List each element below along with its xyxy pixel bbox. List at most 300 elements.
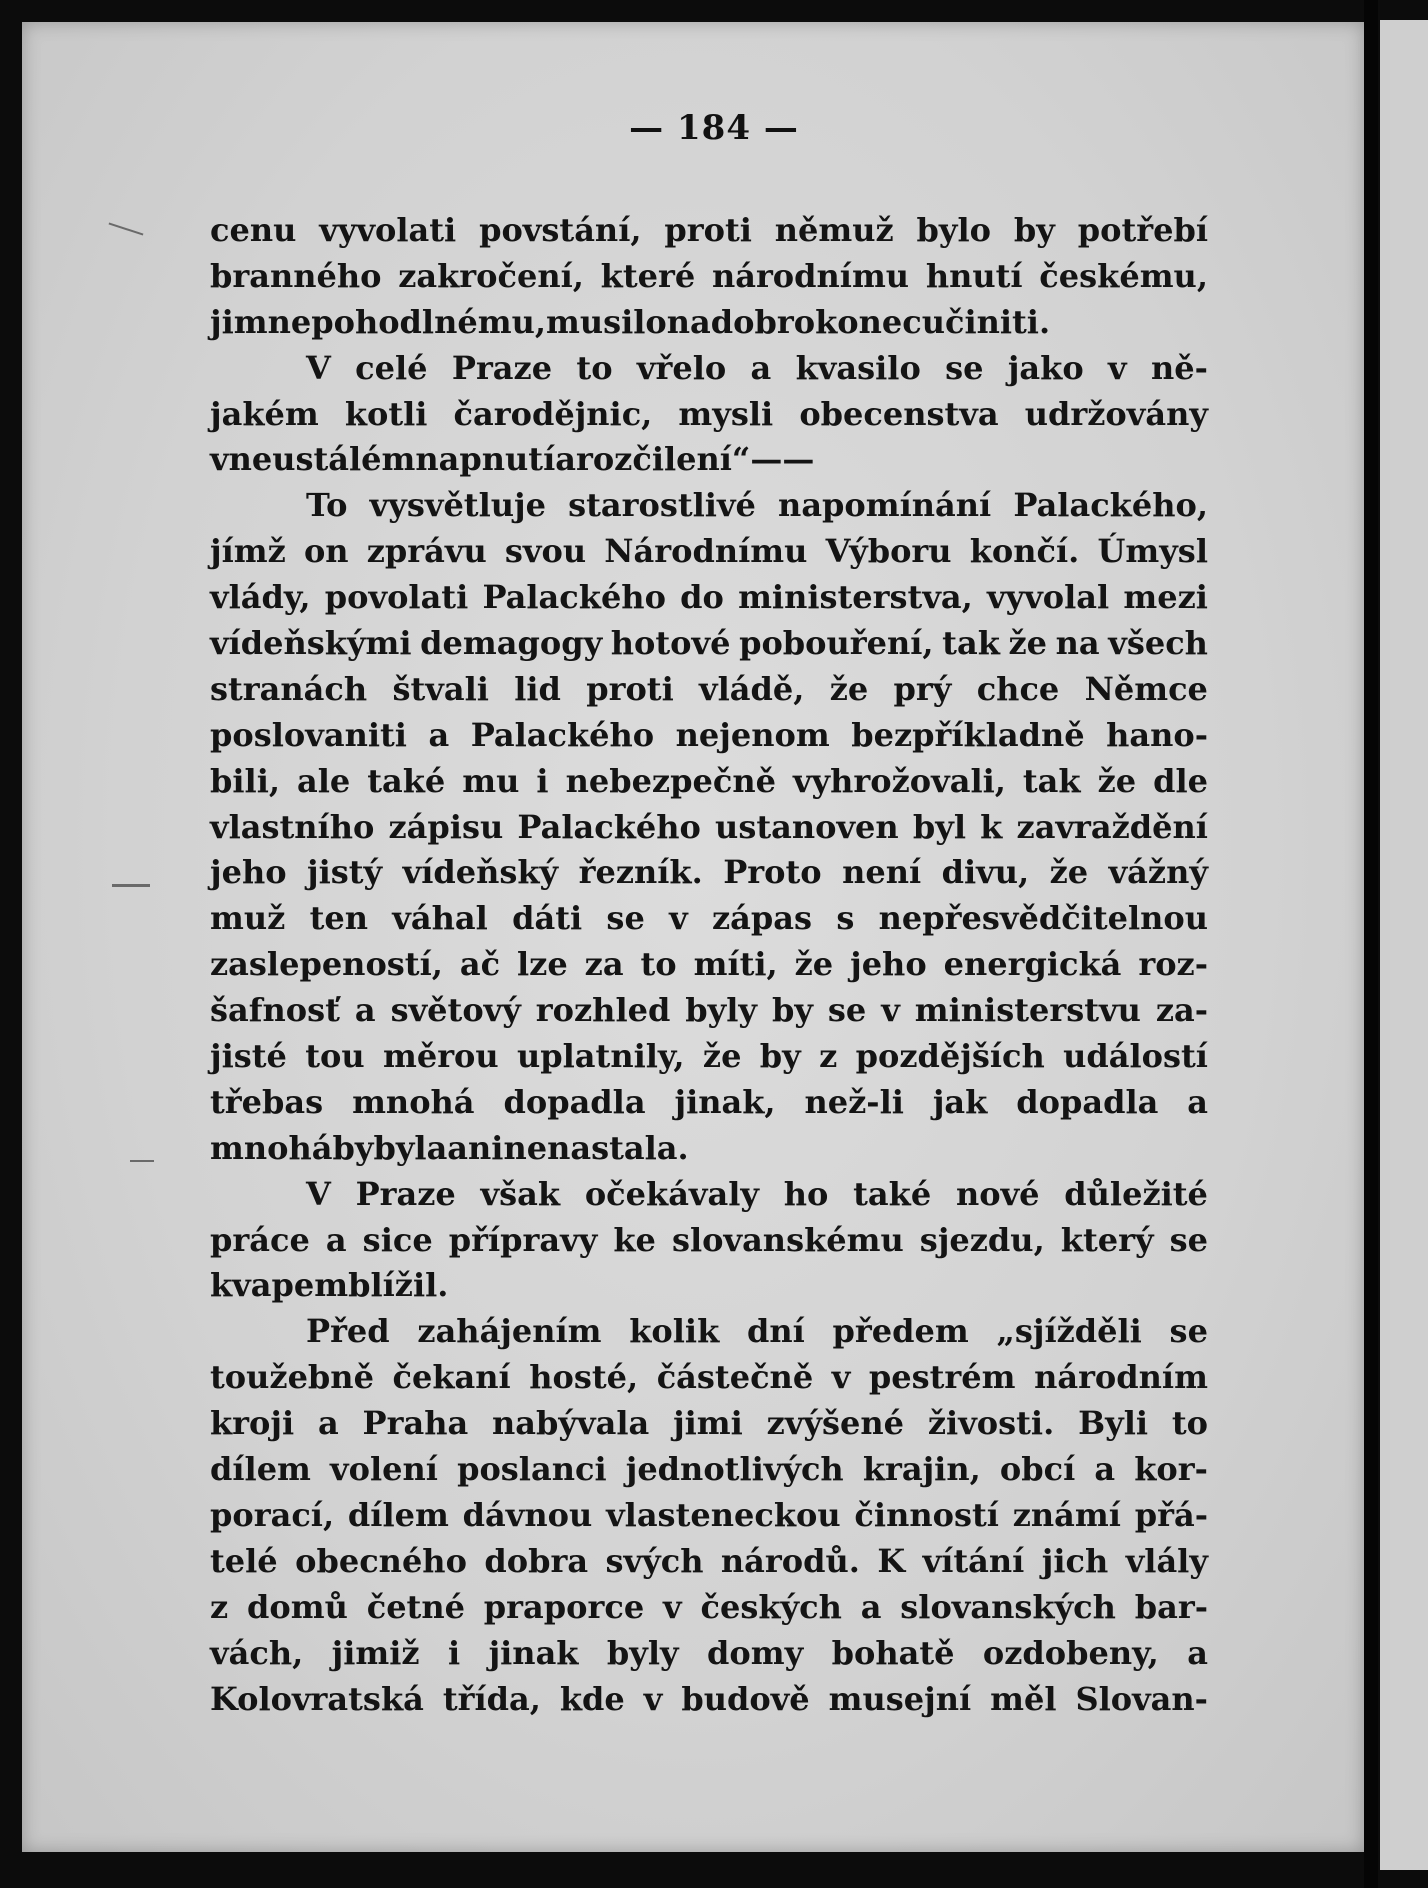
word: hano-	[1106, 715, 1208, 754]
word: řezník.	[578, 853, 703, 892]
body-text	[210, 208, 1208, 1722]
word: čekaní	[392, 1358, 511, 1397]
word: energická	[943, 945, 1122, 984]
word: národů.	[720, 1541, 860, 1580]
word: lid	[514, 669, 561, 708]
word: V	[306, 1174, 331, 1213]
word: že	[794, 945, 834, 984]
page-gutter	[1364, 0, 1378, 1888]
word: a	[325, 1220, 347, 1259]
word: branného	[210, 256, 382, 295]
word: není	[842, 853, 922, 892]
word: svou	[504, 532, 587, 571]
word: nové	[955, 1174, 1040, 1213]
word: ministerstvu	[914, 991, 1141, 1030]
word: jisté	[210, 1037, 287, 1076]
word: K	[877, 1541, 906, 1580]
word: zápas	[711, 899, 813, 938]
text-line	[210, 805, 1208, 851]
word: volení	[330, 1450, 438, 1489]
word: končí.	[969, 532, 1080, 571]
word: dílem	[347, 1495, 449, 1534]
word: jeho	[850, 945, 927, 984]
word: dáti	[512, 899, 583, 938]
paragraph	[210, 483, 1208, 1171]
word: mysli	[678, 394, 774, 433]
text-line	[210, 988, 1208, 1034]
word: zápisu	[388, 807, 504, 846]
word: rozhled	[535, 991, 671, 1030]
word: jak	[932, 1082, 988, 1121]
word: ně-	[1150, 348, 1208, 387]
word: to	[576, 348, 613, 387]
word: světový	[390, 991, 521, 1030]
word: vyhrožovali,	[792, 761, 1006, 800]
word: Před	[306, 1312, 390, 1351]
word: ustanoven	[715, 807, 899, 846]
text-line	[210, 713, 1208, 759]
word: vlastního	[210, 807, 375, 846]
word: by	[332, 1128, 374, 1167]
word: z	[819, 1037, 838, 1076]
word: nabývala	[492, 1404, 650, 1443]
word: byla	[373, 1128, 448, 1167]
word: budově	[681, 1679, 810, 1718]
word: vítání	[922, 1541, 1025, 1580]
word: obcí	[999, 1450, 1076, 1489]
word: v	[210, 440, 229, 479]
word: vídeňskými	[210, 624, 412, 663]
word: poslanci	[457, 1450, 607, 1489]
word: slovanských	[900, 1587, 1116, 1626]
word: byly	[606, 1633, 679, 1672]
word: uplatnily,	[517, 1037, 685, 1076]
word: však	[480, 1174, 561, 1213]
word: četné	[366, 1587, 465, 1626]
word: že	[1008, 624, 1047, 663]
word: že	[1049, 853, 1089, 892]
word: částečně	[656, 1358, 814, 1397]
word: národnímu	[711, 256, 910, 295]
word: všech	[1108, 624, 1208, 663]
word: —	[782, 440, 815, 479]
word: do	[680, 578, 724, 617]
word: i	[447, 1633, 461, 1672]
word: se	[1169, 1220, 1208, 1259]
text-line	[210, 392, 1208, 438]
word: že	[702, 1037, 742, 1076]
word: pozdějších	[855, 1037, 1045, 1076]
word: třebas	[210, 1082, 324, 1121]
word: z	[210, 1587, 229, 1626]
word: dopadla	[1016, 1082, 1159, 1121]
word: domy	[707, 1633, 804, 1672]
word: Kolovratská	[210, 1679, 424, 1718]
word: živosti.	[927, 1404, 1055, 1443]
word: v	[669, 899, 688, 938]
text-line	[210, 1263, 1208, 1309]
word: udržovány	[1024, 394, 1208, 433]
word: se	[945, 348, 984, 387]
word: zvýšené	[766, 1404, 905, 1443]
word: —	[750, 440, 783, 479]
word: starostlivé	[568, 486, 756, 525]
paragraph	[210, 1309, 1208, 1722]
word: na	[666, 302, 711, 341]
text-line	[210, 1034, 1208, 1080]
text-line	[210, 346, 1208, 392]
word: kroji	[210, 1404, 295, 1443]
word: divu,	[941, 853, 1030, 892]
word: potřebí	[1077, 211, 1208, 249]
word: s	[836, 899, 855, 938]
word: se	[827, 991, 867, 1030]
text-line	[210, 1172, 1208, 1218]
word: vyvolal	[987, 578, 1110, 617]
word: praporce	[483, 1587, 645, 1626]
word: nepřesvědčitelnou	[878, 899, 1208, 938]
word: pestrém	[868, 1358, 1016, 1397]
word: bili,	[210, 761, 280, 800]
word: krajin,	[862, 1450, 981, 1489]
text-line	[210, 896, 1208, 942]
word: ministerstva,	[738, 578, 973, 617]
word: čarodějnic,	[453, 394, 653, 433]
word: muž	[210, 899, 286, 938]
word: poslovaniti	[210, 715, 407, 754]
paragraph	[210, 1172, 1208, 1310]
word: proti	[664, 211, 752, 249]
word: vlály	[1125, 1541, 1208, 1580]
word: než-li	[804, 1082, 904, 1121]
word: důležité	[1064, 1174, 1208, 1213]
word: přá-	[1134, 1495, 1208, 1534]
word: kolik	[629, 1312, 720, 1351]
word: Slovan-	[1075, 1679, 1208, 1718]
word: kde	[559, 1679, 625, 1718]
word: jakém	[210, 394, 319, 433]
word: domů	[247, 1587, 348, 1626]
word: dní	[746, 1312, 805, 1351]
word: lze	[517, 945, 568, 984]
word: Němce	[1084, 669, 1208, 708]
word: vlády,	[210, 578, 311, 617]
word: sice	[362, 1220, 433, 1259]
word: se	[606, 899, 645, 938]
word: jimi	[673, 1404, 743, 1443]
word: slovanskému	[671, 1220, 904, 1259]
text-line	[210, 575, 1208, 621]
word: a	[750, 348, 772, 387]
word: a	[1187, 1082, 1208, 1121]
word: nebezpečně	[565, 761, 776, 800]
word: by	[759, 1037, 801, 1076]
word: Praha	[362, 1404, 469, 1443]
word: jinak,	[674, 1082, 776, 1121]
text-line	[210, 1126, 1208, 1172]
text-line	[210, 1309, 1208, 1355]
facing-page-edge	[1380, 20, 1428, 1870]
word: dílem	[210, 1450, 311, 1489]
word: mnohá	[352, 1082, 475, 1121]
word: Praze	[451, 348, 553, 387]
word: vládě,	[699, 669, 805, 708]
word: by	[1013, 211, 1055, 249]
word: toužebně	[210, 1358, 374, 1397]
word: Palackého	[470, 715, 655, 754]
word: zavraždění	[1016, 807, 1208, 846]
word: on	[303, 532, 349, 571]
word: prý	[893, 669, 952, 708]
word: jeho	[210, 853, 287, 892]
word: v	[643, 1679, 663, 1718]
word: musejní	[828, 1679, 972, 1718]
word: který	[1060, 1220, 1154, 1259]
word: váhal	[392, 899, 488, 938]
text-line	[210, 1493, 1208, 1539]
paragraph	[210, 346, 1208, 484]
margin-arrow-mark	[112, 884, 150, 887]
word: nenastala.	[503, 1128, 689, 1167]
word: předem	[832, 1312, 969, 1351]
word: a	[354, 991, 376, 1030]
word: kvapem	[210, 1266, 349, 1305]
word: sjezdu,	[919, 1220, 1045, 1259]
word: vídeňský	[402, 853, 559, 892]
word: vyvolati	[319, 211, 457, 249]
word: se	[1169, 1312, 1208, 1351]
word: napomínání	[778, 486, 992, 525]
word: ale	[296, 761, 351, 800]
word: za	[584, 945, 624, 984]
word: českému,	[1039, 256, 1208, 295]
word: šafnosť	[210, 991, 340, 1030]
word: to	[1171, 1404, 1208, 1443]
word: nejenom	[675, 715, 830, 754]
word: očekávaly	[584, 1174, 759, 1213]
word: blížil.	[348, 1266, 449, 1305]
margin-mark	[130, 1160, 154, 1162]
text-line	[210, 621, 1208, 667]
text-line	[210, 1218, 1208, 1264]
page-number: — 184 —	[629, 108, 799, 148]
text-line	[210, 1080, 1208, 1126]
text-line	[210, 529, 1208, 575]
word: a	[317, 1404, 339, 1443]
word: a	[555, 440, 576, 479]
word: ke	[613, 1220, 656, 1259]
word: zahájením	[417, 1312, 602, 1351]
word: byly	[685, 991, 757, 1030]
word: také	[853, 1174, 932, 1213]
text-line	[210, 483, 1208, 529]
word: svých	[605, 1541, 704, 1580]
word: jistý	[307, 853, 383, 892]
word: tak	[1022, 761, 1081, 800]
word: bezpříkladně	[851, 715, 1085, 754]
word: dobra	[484, 1541, 589, 1580]
word: stranách	[210, 669, 368, 708]
word: celé	[355, 348, 428, 387]
word: Palackého,	[1013, 486, 1208, 525]
word: V	[306, 348, 331, 387]
text-line	[210, 850, 1208, 896]
word: dle	[1153, 761, 1208, 800]
word: Národnímu	[604, 532, 808, 571]
word: vách,	[210, 1633, 304, 1672]
word: němuž	[774, 211, 894, 249]
word: i	[536, 761, 549, 800]
word: jímž	[210, 532, 286, 571]
word: dobro	[710, 302, 816, 341]
word: vysvětluje	[369, 486, 546, 525]
word: zprávu	[366, 532, 487, 571]
word: jim	[210, 302, 268, 341]
word: obecenstva	[799, 394, 999, 433]
word: bar-	[1134, 1587, 1208, 1626]
word: hotové	[610, 624, 731, 663]
word: dávnou	[462, 1495, 593, 1534]
word: jimiž	[331, 1633, 420, 1672]
word: v	[831, 1358, 851, 1397]
word: ten	[309, 899, 368, 938]
text-line	[210, 1447, 1208, 1493]
word: by	[771, 991, 813, 1030]
word: mnohá	[210, 1128, 333, 1167]
word: třída,	[442, 1679, 541, 1718]
word: které	[600, 256, 696, 295]
word: obecného	[295, 1541, 467, 1580]
word: míti,	[693, 945, 778, 984]
word: mezi	[1123, 578, 1208, 617]
text-line	[210, 1355, 1208, 1401]
word: rozčilení“	[575, 440, 751, 479]
word: hosté,	[529, 1358, 639, 1397]
text-line	[210, 1677, 1208, 1723]
text-line	[210, 1631, 1208, 1677]
word: kor-	[1134, 1450, 1208, 1489]
text-line	[210, 437, 1208, 483]
word: štvali	[392, 669, 489, 708]
word: také	[367, 761, 446, 800]
word: byl	[912, 807, 966, 846]
word: musilo	[545, 302, 667, 341]
word: zaslepeností,	[210, 945, 443, 984]
word: vlasteneckou	[606, 1495, 841, 1534]
word: v	[1108, 348, 1127, 387]
text-line	[210, 208, 1208, 254]
word: českých	[700, 1587, 842, 1626]
word: bohatě	[831, 1633, 955, 1672]
word: národním	[1034, 1358, 1208, 1397]
word: porací,	[210, 1495, 335, 1534]
word: Byli	[1078, 1404, 1149, 1443]
word: Výboru	[825, 532, 952, 571]
text-line	[210, 942, 1208, 988]
word: že	[829, 669, 869, 708]
word: povolati	[324, 578, 469, 617]
word: mu	[462, 761, 520, 800]
text-line	[210, 300, 1208, 346]
word: činností	[854, 1495, 999, 1534]
word: chce	[976, 669, 1060, 708]
word: učiniti.	[921, 302, 1051, 341]
word: tak	[942, 624, 1000, 663]
word: ho	[783, 1174, 829, 1213]
word: Palackého	[482, 578, 666, 617]
word: To	[306, 486, 348, 525]
paragraph	[210, 208, 1208, 346]
word: pobouření,	[739, 624, 934, 663]
word: přípravy	[448, 1220, 598, 1259]
word: Palackého	[517, 807, 701, 846]
word: ozdobeny,	[982, 1633, 1159, 1672]
word: zakročení,	[398, 256, 584, 295]
word: a	[428, 715, 450, 754]
text-line	[210, 1539, 1208, 1585]
word: Úmysl	[1097, 532, 1208, 571]
word: ač	[459, 945, 501, 984]
word: že	[1097, 761, 1137, 800]
word: vřelo	[636, 348, 727, 387]
text-line	[210, 759, 1208, 805]
word: proti	[586, 669, 674, 708]
word: měl	[990, 1679, 1057, 1718]
word: bylo	[916, 211, 992, 249]
word: „sjížděli	[996, 1312, 1142, 1351]
word: kvasilo	[795, 348, 921, 387]
text-line	[210, 1401, 1208, 1447]
word: vážný	[1108, 853, 1208, 892]
word: a	[860, 1587, 882, 1626]
word: demagogy	[420, 624, 603, 663]
word: telé	[210, 1541, 278, 1580]
word: roz-	[1138, 945, 1208, 984]
text-line	[210, 667, 1208, 713]
word: a	[1187, 1633, 1208, 1672]
word: nepohodlnému,	[267, 302, 546, 341]
word: jinak	[488, 1633, 579, 1672]
word: ani	[447, 1128, 504, 1167]
word: měrou	[382, 1037, 499, 1076]
word: povstání,	[479, 211, 642, 249]
word: Proto	[723, 853, 822, 892]
word: jako	[1007, 348, 1084, 387]
word: k	[980, 807, 1003, 846]
text-line	[210, 254, 1208, 300]
word: práce	[210, 1220, 310, 1259]
word: a	[1094, 1450, 1116, 1489]
word: známí	[1012, 1495, 1121, 1534]
word: cenu	[210, 211, 297, 249]
word: v	[881, 991, 900, 1030]
word: to	[640, 945, 677, 984]
word: na	[1055, 624, 1100, 663]
word: jich	[1041, 1541, 1109, 1580]
word: napnutí	[415, 440, 556, 479]
text-line	[210, 1585, 1208, 1631]
word: jednotlivých	[625, 1450, 844, 1489]
word: kotli	[344, 394, 428, 433]
word: dopadla	[503, 1082, 646, 1121]
word: konec	[815, 302, 922, 341]
word: událostí	[1063, 1037, 1208, 1076]
word: za-	[1155, 991, 1208, 1030]
word: hnutí	[925, 256, 1023, 295]
word: tou	[305, 1037, 365, 1076]
word: neustálém	[228, 440, 416, 479]
word: v	[663, 1587, 682, 1626]
